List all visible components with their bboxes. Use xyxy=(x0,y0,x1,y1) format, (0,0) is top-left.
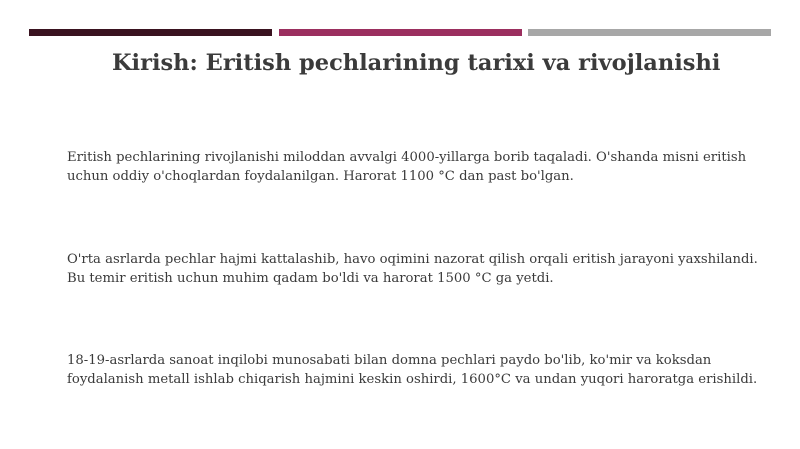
decorative-bar-gray xyxy=(528,29,771,36)
paragraph-ancient-era: Eritish pechlarining rivojlanishi miloddan avvalgi 4000-yillarga borib taqaladi. O'shanda misni eritish uchun oddiy o'choqlardan foydalanilgan. Harorat 1100 °C dan past bo'lgan. xyxy=(67,150,747,184)
paragraph-industrial-revolution: 18-19-asrlarda sanoat inqilobi munosabati bilan domna pechlari paydo bo'lib, ko'mir va koksdan foydalanish metall ishlab chiqarish hajmini keskin oshirdi, 1600°C va undan yuqori haroratga erishildi. xyxy=(67,353,758,387)
slide-title: Kirish: Eritish pechlarining tarixi va rivojlanishi xyxy=(112,50,721,76)
paragraph-middle-ages: O'rta asrlarda pechlar hajmi kattalashib, havo oqimini nazorat qilish orqali eritish jarayoni yaxshilandi. Bu temir eritish uchun muhim qadam bo'ldi va harorat 1500 °C ga yetdi. xyxy=(67,252,758,286)
decorative-bar-magenta xyxy=(279,29,522,36)
decorative-bar-dark xyxy=(29,29,272,36)
